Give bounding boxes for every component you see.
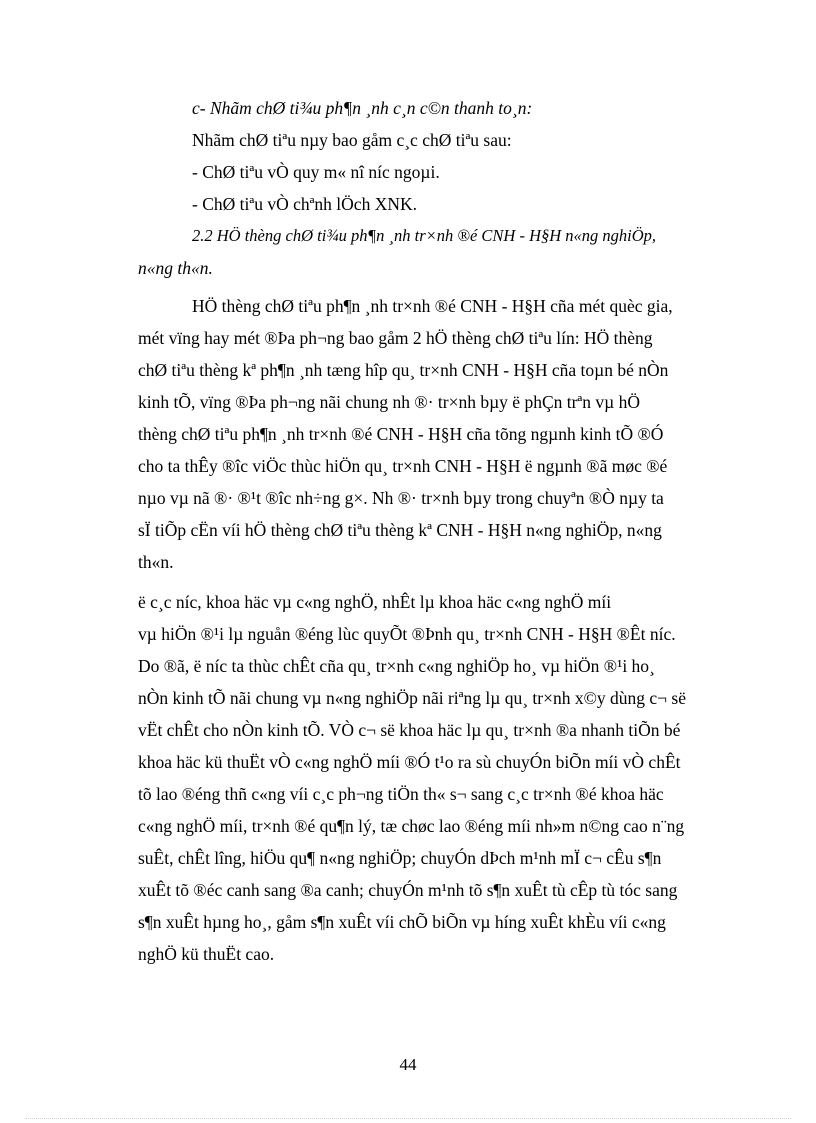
bullet-item: - ChØ tiªu vÒ chªnh lÖch XNK. xyxy=(192,194,417,214)
paragraph-line: nÒn kinh tÕ nãi chung vµ n«ng nghiÖp nãi riªng lµ qu¸ tr×nh x©y dùng c¬ së xyxy=(138,688,686,708)
paragraph-line: s¶n xuÊt hµng ho¸, gåm s¶n xuÊt víi chÕ biÕn vµ híng xuÊt khÈu víi c«ng xyxy=(138,912,666,932)
section-heading-line: n«ng th«n. xyxy=(138,258,213,278)
paragraph-line: vËt chÊt cho nÒn kinh tÕ. VÒ c¬ së khoa häc lµ qu¸ tr×nh ®a nhanh tiÕn bé xyxy=(138,720,681,740)
paragraph-2 xyxy=(138,586,738,970)
paragraph-line: nµo vµ nã ®· ®¹t ®îc nh÷ng g×. Nh ®· tr×nh bµy trong chuyªn ®Ò nµy ta xyxy=(138,488,664,508)
page-number: 44 xyxy=(399,1055,417,1074)
paragraph-line: nghÖ kü thuËt cao. xyxy=(138,944,275,964)
bullet-item: - ChØ tiªu vÒ quy m« nî níc ngoµi. xyxy=(192,162,440,182)
section-heading xyxy=(138,220,738,284)
paragraph-line: mét vïng hay mét ®Þa ph¬ng bao gåm 2 hÖ thèng chØ tiªu lín: HÖ thèng xyxy=(138,328,653,348)
paragraph-line: khoa häc kü thuËt vÒ c«ng nghÖ míi ®Ó t¹o ra sù chuyÓn biÕn míi vÒ chÊt xyxy=(138,752,681,772)
page-bottom-divider xyxy=(25,1118,791,1119)
paragraph-line: suÊt, chÊt lîng, hiÖu qu¶ n«ng nghiÖp; chuyÓn dÞch m¹nh mÏ c¬ cÊu s¶n xyxy=(138,848,662,868)
paragraph-line: Do ®ã, ë níc ta thùc chÊt cña qu¸ tr×nh c«ng nghiÖp ho¸ vµ hiÖn ®¹i ho¸ xyxy=(138,656,655,676)
paragraph-1 xyxy=(138,290,738,578)
paragraph-line: vµ hiÖn ®¹i lµ nguån ®éng lùc quyÕt ®Þnh qu¸ tr×nh CNH - H§H ®Êt níc. xyxy=(138,624,676,644)
paragraph-line: th«n. xyxy=(138,552,174,572)
subsection-heading-c: c- Nhãm chØ ti¾u ph¶n ¸nh c¸n c©n thanh to¸n: xyxy=(192,98,533,118)
paragraph-line: ë c¸c níc, khoa häc vµ c«ng nghÖ, nhÊt lµ khoa häc c«ng nghÖ míi xyxy=(138,592,612,612)
paragraph-line: xuÊt tõ ®éc canh sang ®a canh; chuyÓn m¹nh tõ s¶n xuÊt tù cÊp tù tóc sang xyxy=(138,880,678,900)
paragraph-line: sÏ tiÕp cËn víi hÖ thèng chØ tiªu thèng kª CNH - H§H n«ng nghiÖp, n«ng xyxy=(138,520,662,540)
intro-line: Nhãm chØ tiªu nµy bao gåm c¸c chØ tiªu sau: xyxy=(192,130,512,150)
paragraph-line: HÖ thèng chØ tiªu ph¶n ¸nh tr×nh ®é CNH - H§H cña mét quèc gia, xyxy=(192,296,673,316)
paragraph-line: thèng chØ tiªu ph¶n ¸nh tr×nh ®é CNH - H§H cña tõng ngµnh kinh tÕ ®Ó xyxy=(138,424,664,444)
section-heading-line: 2.2 HÖ thèng chØ ti¾u ph¶n ¸nh tr×nh ®é CNH - H§H n«ng nghiÖp, xyxy=(192,226,657,245)
paragraph-line: tõ lao ®éng thñ c«ng víi c¸c ph¬ng tiÖn th« s¬ sang c¸c tr×nh ®é khoa häc xyxy=(138,784,664,804)
page-body xyxy=(138,92,738,970)
paragraph-line: chØ tiªu thèng kª ph¶n ¸nh tæng hîp qu¸ tr×nh CNH - H§H cña toµn bé nÒn xyxy=(138,360,669,380)
paragraph-line: c«ng nghÖ míi, tr×nh ®é qu¶n lý, tæ chøc lao ®éng míi nh»m n©ng cao n¨ng xyxy=(138,816,685,836)
paragraph-line: kinh tÕ, vïng ®Þa ph¬ng nãi chung nh ®· tr×nh bµy ë phÇn trªn vµ hÖ xyxy=(138,392,640,412)
paragraph-line: cho ta thÊy ®îc viÖc thùc hiÖn qu¸ tr×nh CNH - H§H ë ngµnh ®ã møc ®é xyxy=(138,456,668,476)
